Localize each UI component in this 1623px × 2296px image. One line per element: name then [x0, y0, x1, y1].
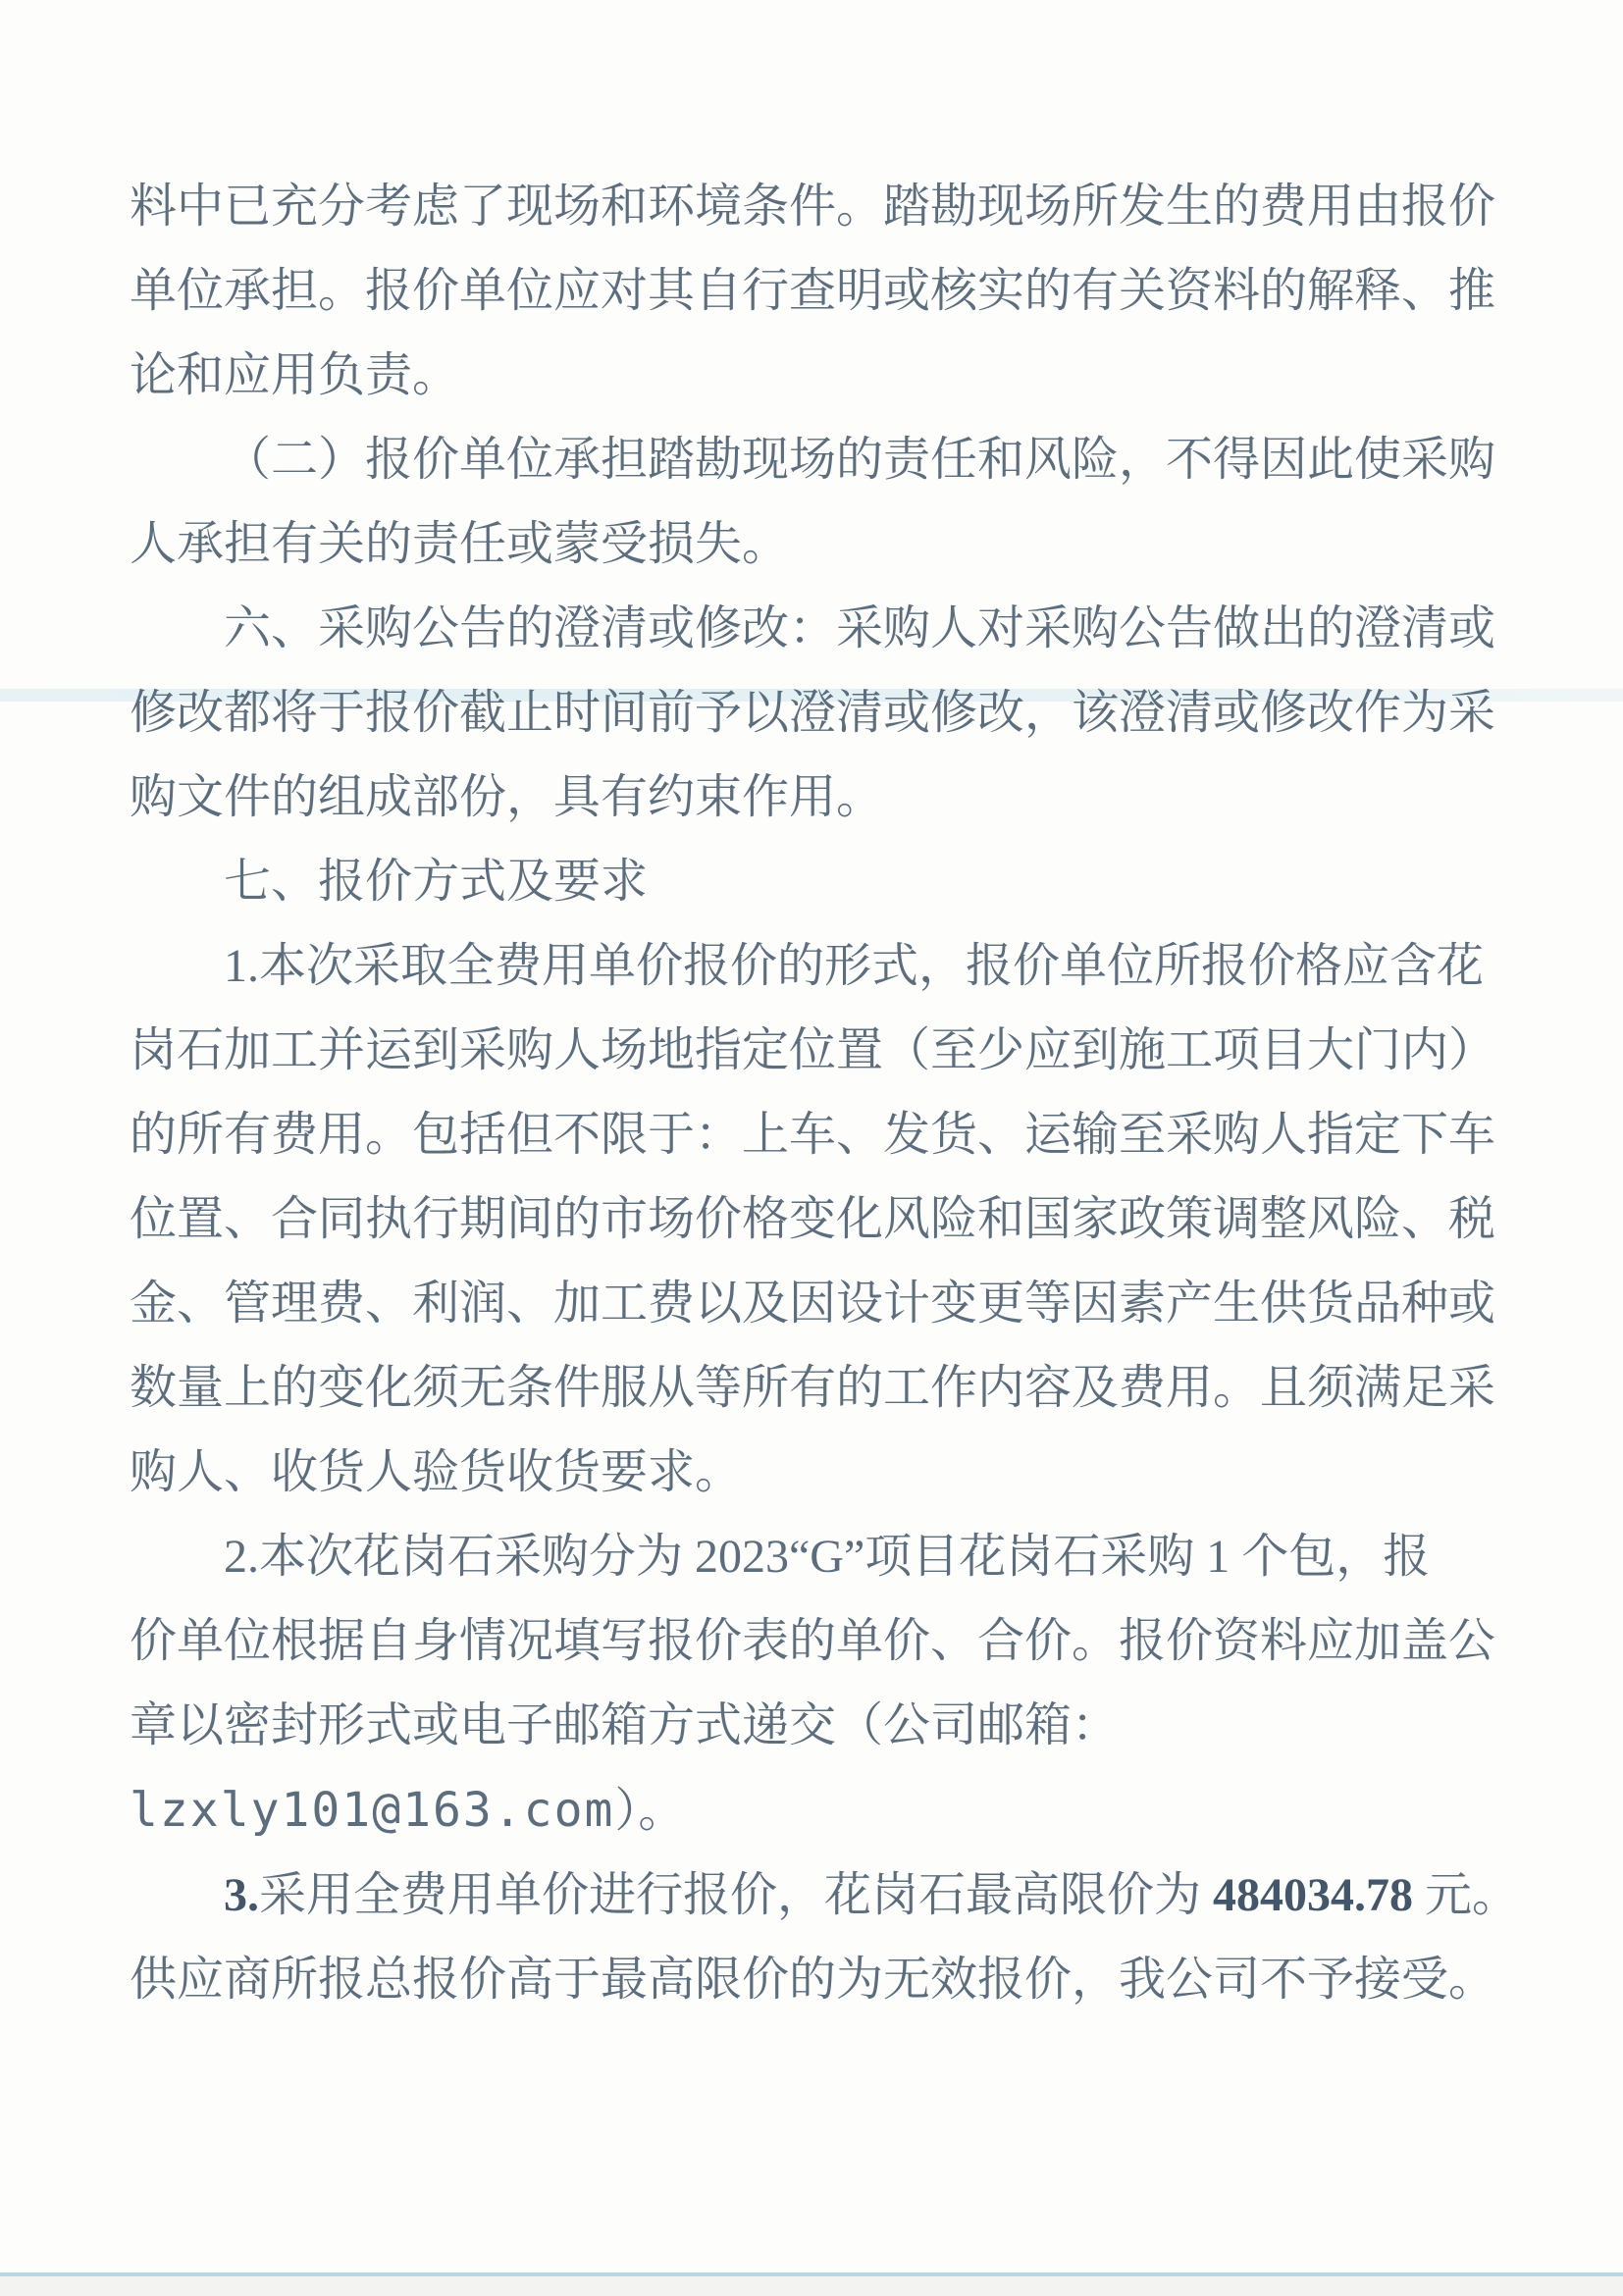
- text-run: 单位承担。报价单位应对其自行查明或核实的有关资料的解释、推: [130, 265, 1496, 317]
- text-run: 金、管理费、利润、加工费以及因设计变更等因素产生供货品种或: [130, 1278, 1496, 1330]
- text-run: （二）报价单位承担踏勘现场的责任和风险，不得因此使采购: [224, 434, 1496, 486]
- text-line: [130, 502, 1527, 587]
- email-text: lzxly101@163.com: [130, 1783, 615, 1838]
- text-run: 价单位根据自身情况填写报价表的单价、合价。报价资料应加盖公: [130, 1615, 1496, 1667]
- text-run: 484034.78: [1213, 1869, 1414, 1921]
- paragraph: [130, 924, 1527, 1515]
- scan-artifact-strip: [0, 2276, 1623, 2296]
- text-line: [130, 334, 1527, 418]
- document-content: [130, 165, 1527, 2022]
- text-run: ）。: [614, 1785, 686, 1837]
- text-line: [130, 840, 1527, 924]
- text-run: 的所有费用。包括但不限于：上车、发货、运输至采购人指定下车: [130, 1109, 1496, 1161]
- text-run: 3.: [224, 1869, 259, 1921]
- text-run: 1.本次采取全费用单价报价的形式，报价单位所报价格应含花: [224, 940, 1485, 992]
- text-run: 六、采购公告的澄清或修改：采购人对采购公告做出的澄清或: [224, 602, 1496, 654]
- text-line: [130, 1853, 1527, 1938]
- text-run: 购文件的组成部份，具有约束作用。: [130, 771, 884, 823]
- paragraph: [130, 1853, 1527, 2022]
- text-run: 采用全费用单价进行报价，花岗石最高限价为: [259, 1869, 1214, 1921]
- text-run: 料中已充分考虑了现场和环境条件。踏勘现场所发生的费用由报价: [130, 181, 1496, 233]
- text-line: [130, 671, 1527, 756]
- text-line: [130, 1177, 1527, 1262]
- text-line: [130, 1938, 1527, 2022]
- text-run: 位置、合同执行期间的市场价格变化风险和国家政策调整风险、税: [130, 1193, 1496, 1245]
- text-line: [130, 1431, 1527, 1515]
- text-run: 七、报价方式及要求: [224, 856, 649, 908]
- text-run: 元。: [1413, 1869, 1520, 1921]
- text-line: [130, 165, 1527, 249]
- text-line: [130, 587, 1527, 671]
- text-line: [130, 1009, 1527, 1093]
- text-line: [130, 1768, 1527, 1853]
- text-run: 章以密封形式或电子邮箱方式递交（公司邮箱：: [130, 1699, 1120, 1751]
- text-line: [130, 1515, 1527, 1599]
- text-run: 2.本次花岗石采购分为 2023“G”项目花岗石采购 1 个包，报: [224, 1531, 1431, 1583]
- text-line: [130, 924, 1527, 1009]
- text-run: 数量上的变化须无条件服从等所有的工作内容及费用。且须满足采: [130, 1362, 1496, 1414]
- text-line: [130, 1346, 1527, 1431]
- text-line: [130, 1684, 1527, 1768]
- paragraph: [130, 418, 1527, 587]
- text-run: 岗石加工并运到采购人场地指定位置（至少应到施工项目大门内）: [130, 1024, 1496, 1076]
- text-run: 人承担有关的责任或蒙受损失。: [130, 518, 790, 570]
- text-line: [130, 1262, 1527, 1346]
- text-run: 购人、收货人验货收货要求。: [130, 1446, 743, 1498]
- text-line: [130, 756, 1527, 840]
- text-run: 供应商所报总报价高于最高限价的为无效报价，我公司不予接受。: [130, 1954, 1496, 2006]
- paragraph: [130, 587, 1527, 840]
- paragraph: [130, 1515, 1527, 1853]
- text-run: 修改都将于报价截止时间前予以澄清或修改，该澄清或修改作为采: [130, 687, 1496, 739]
- paragraph: [130, 165, 1527, 418]
- text-line: [130, 1599, 1527, 1684]
- section-heading: [130, 840, 1527, 924]
- text-line: [130, 1093, 1527, 1177]
- text-line: [130, 418, 1527, 502]
- text-line: [130, 249, 1527, 334]
- text-run: 论和应用负责。: [130, 349, 460, 401]
